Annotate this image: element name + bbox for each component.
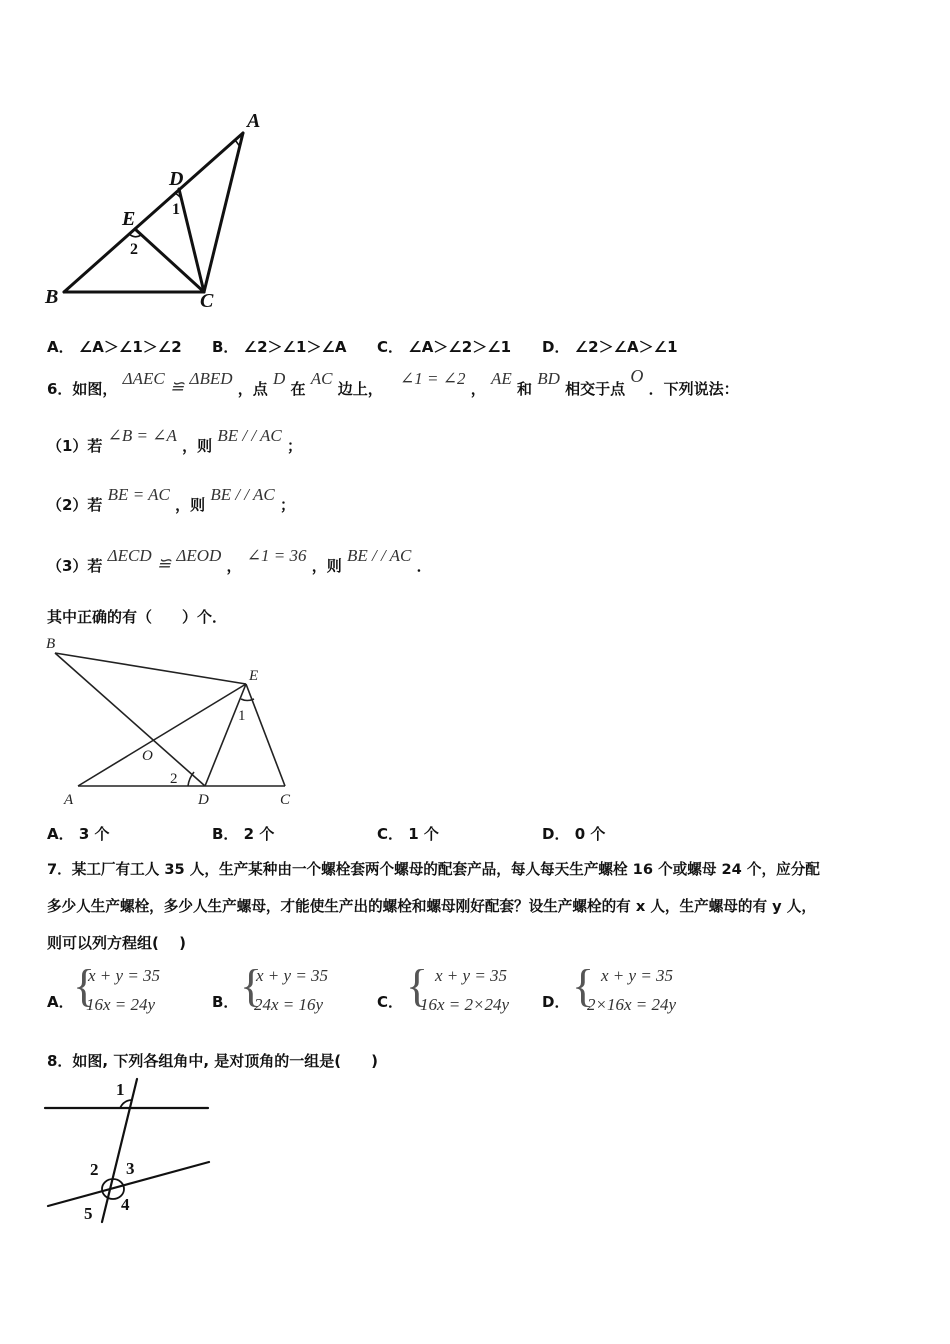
- q6-figure: [40, 632, 300, 812]
- q6-option-c: [377, 823, 439, 844]
- q8-label-3: 3: [126, 1159, 135, 1178]
- q6-line-AE: [78, 684, 246, 786]
- q6-option-d: [542, 823, 605, 844]
- q6-cong: ≌: [170, 377, 185, 396]
- q7-option-b-brace: {: [240, 960, 263, 1011]
- q6-t3: 边上，: [337, 380, 383, 398]
- q8-label-1: 1: [116, 1080, 125, 1099]
- q7-option-d-eq1: x + y = 35: [601, 966, 674, 985]
- q6-option-c-letter: C．: [377, 825, 404, 843]
- q8-figure: [40, 1074, 220, 1224]
- q7-option-a-eq2: 16x = 24y: [86, 995, 156, 1014]
- q7-option-d-brace: {: [572, 960, 595, 1011]
- q5-figure: [40, 105, 280, 320]
- q7-line-2: 多少人生产螺栓，多少人生产螺母，才能使生产出的螺栓和螺母刚好配套？设生产螺栓的有 x 人，生产螺母的有 y 人，: [47, 898, 816, 915]
- q6-statement-2: [47, 487, 295, 523]
- q5-option-a-text: ∠A＞∠1＞∠2: [78, 338, 182, 356]
- q5-option-a-letter: A．: [47, 338, 74, 356]
- q6-point-D: D: [273, 369, 286, 388]
- q6-s1-cond: ∠B = ∠A: [107, 426, 177, 445]
- q5-option-b-text: ∠2＞∠1＞∠A: [243, 338, 347, 356]
- q7-option-d-letter: D．: [542, 993, 570, 1011]
- q5-option-b-letter: B．: [212, 338, 239, 356]
- q6-s3-tri1: ΔECD: [107, 546, 152, 565]
- q8-label-4: 4: [121, 1195, 130, 1214]
- q5-label-A: A: [247, 110, 261, 132]
- q6-s2-pre: （2）若: [47, 496, 103, 514]
- q8-label-5: 5: [84, 1204, 93, 1223]
- q7-option-a-brace: {: [73, 960, 96, 1011]
- q6-statement-3: [47, 548, 432, 584]
- q6-s1-res: BE / / AC: [217, 426, 282, 445]
- q6-tri1: ΔAEC: [122, 369, 165, 388]
- q6-s3-angle: ∠1 = 36: [246, 546, 307, 565]
- q6-s3-tri2: ΔEOD: [176, 546, 222, 565]
- q6-t1: ，点: [237, 380, 268, 398]
- q6-label-B: B: [46, 636, 56, 652]
- q7-option-b-eq2: 24x = 16y: [254, 995, 324, 1014]
- q6-t6: 相交于点: [565, 380, 626, 398]
- q6-arc-1: [241, 699, 254, 701]
- q6-s3-cong: ≌: [156, 554, 172, 573]
- q5-label-C: C: [200, 290, 214, 312]
- q6-label-E: E: [249, 668, 259, 684]
- q6-s1-end: ；: [287, 437, 303, 455]
- q6-s1-pre: （1）若: [47, 437, 103, 455]
- q6-side-AC: AC: [310, 369, 333, 388]
- q5-option-d: [542, 336, 678, 357]
- q6-option-a-letter: A．: [47, 825, 74, 843]
- q6-s2-end: ；: [279, 496, 295, 514]
- q5-option-c-letter: C．: [377, 338, 404, 356]
- q6-t5: 和: [516, 380, 532, 398]
- q6-option-b-letter: B．: [212, 825, 239, 843]
- q5-option-a: [47, 336, 182, 357]
- q6-AE: AE: [490, 369, 512, 388]
- q6-s3-res: BE / / AC: [346, 546, 412, 565]
- q6-label-C: C: [280, 792, 291, 808]
- q6-label-D: D: [198, 792, 209, 808]
- q7-option-a-letter: A．: [47, 993, 74, 1011]
- q7-option-c-letter: C．: [377, 993, 404, 1011]
- q6-s3-pre: （3）若: [47, 557, 103, 575]
- q5-label-1: 1: [172, 201, 180, 218]
- q6-s3-end: ．: [416, 557, 432, 575]
- q6-option-a-text: 3 个: [78, 825, 110, 843]
- q6-s3-comma: ，: [226, 557, 242, 575]
- q6-label-A: A: [64, 792, 74, 808]
- q6-stem: [47, 366, 739, 406]
- q7-option-c-brace: {: [406, 960, 429, 1011]
- q6-label-1: 1: [238, 708, 246, 724]
- q5-label-B: B: [45, 286, 59, 308]
- q6-s2-mid: ，则: [175, 496, 206, 514]
- q6-angle-eq: ∠1 = ∠2: [399, 369, 466, 388]
- q6-statement-1: [47, 428, 302, 464]
- q6-label-O: O: [142, 748, 153, 764]
- q7-line-3: 则可以列方程组( ): [47, 934, 186, 952]
- q6-option-d-letter: D．: [542, 825, 570, 843]
- q7-option-d-eq2: 2×16x = 24y: [587, 995, 677, 1014]
- q5-line-EC: [135, 229, 204, 292]
- q5-option-b: [212, 336, 347, 357]
- q6-t7: ．下列说法：: [648, 380, 739, 398]
- q7-option-c-eq2: 16x = 2×24y: [420, 995, 510, 1014]
- q6-t4: ，: [470, 380, 486, 398]
- q6-s2-cond: BE = AC: [107, 485, 170, 504]
- q6-option-a: [47, 823, 110, 844]
- q5-line-DC: [179, 189, 204, 292]
- q6-option-b: [212, 823, 274, 844]
- q6-s1-mid: ，则: [182, 437, 213, 455]
- q7-option-b-letter: B．: [212, 993, 239, 1011]
- q7-option-b-eq1: x + y = 35: [256, 966, 329, 985]
- q6-option-d-text: 0 个: [574, 825, 606, 843]
- q8-label-2: 2: [90, 1160, 99, 1179]
- q7-option-a-eq1: x + y = 35: [88, 966, 161, 985]
- q6-label-2: 2: [170, 771, 178, 787]
- q6-point-O: O: [630, 366, 644, 386]
- q6-s2-res: BE / / AC: [210, 485, 275, 504]
- q5-option-c: [377, 336, 511, 357]
- q6-BD: BD: [537, 369, 560, 388]
- q6-option-c-text: 1 个: [408, 825, 439, 843]
- q5-label-2: 2: [130, 241, 138, 258]
- q6-prefix: 6．如图，: [47, 380, 118, 398]
- q6-tri2: ΔBED: [189, 369, 233, 388]
- q6-question: 其中正确的有（ ）个．: [47, 608, 228, 626]
- q6-s3-mid: ，则: [311, 557, 342, 575]
- q6-line-DE: [205, 684, 246, 786]
- q8-stem: 8．如图, 下列各组角中, 是对顶角的一组是( ): [47, 1052, 378, 1070]
- q7-line-1: 7．某工厂有工人 35 人，生产某种由一个螺栓套两个螺母的配套产品，每人每天生产螺栓 16 个或螺母 24 个，应分配: [47, 861, 820, 878]
- q5-line-AC: [204, 133, 243, 292]
- q5-label-E: E: [122, 208, 136, 230]
- q5-label-D: D: [169, 168, 184, 190]
- q7-option-c-eq1: x + y = 35: [435, 966, 508, 985]
- q5-option-d-letter: D．: [542, 338, 570, 356]
- q5-option-c-text: ∠A＞∠2＞∠1: [408, 338, 512, 356]
- q6-t2: 在: [290, 380, 306, 398]
- q6-option-b-text: 2 个: [243, 825, 275, 843]
- q5-line-BA: [64, 133, 243, 292]
- q5-option-d-text: ∠2＞∠A＞∠1: [574, 338, 678, 356]
